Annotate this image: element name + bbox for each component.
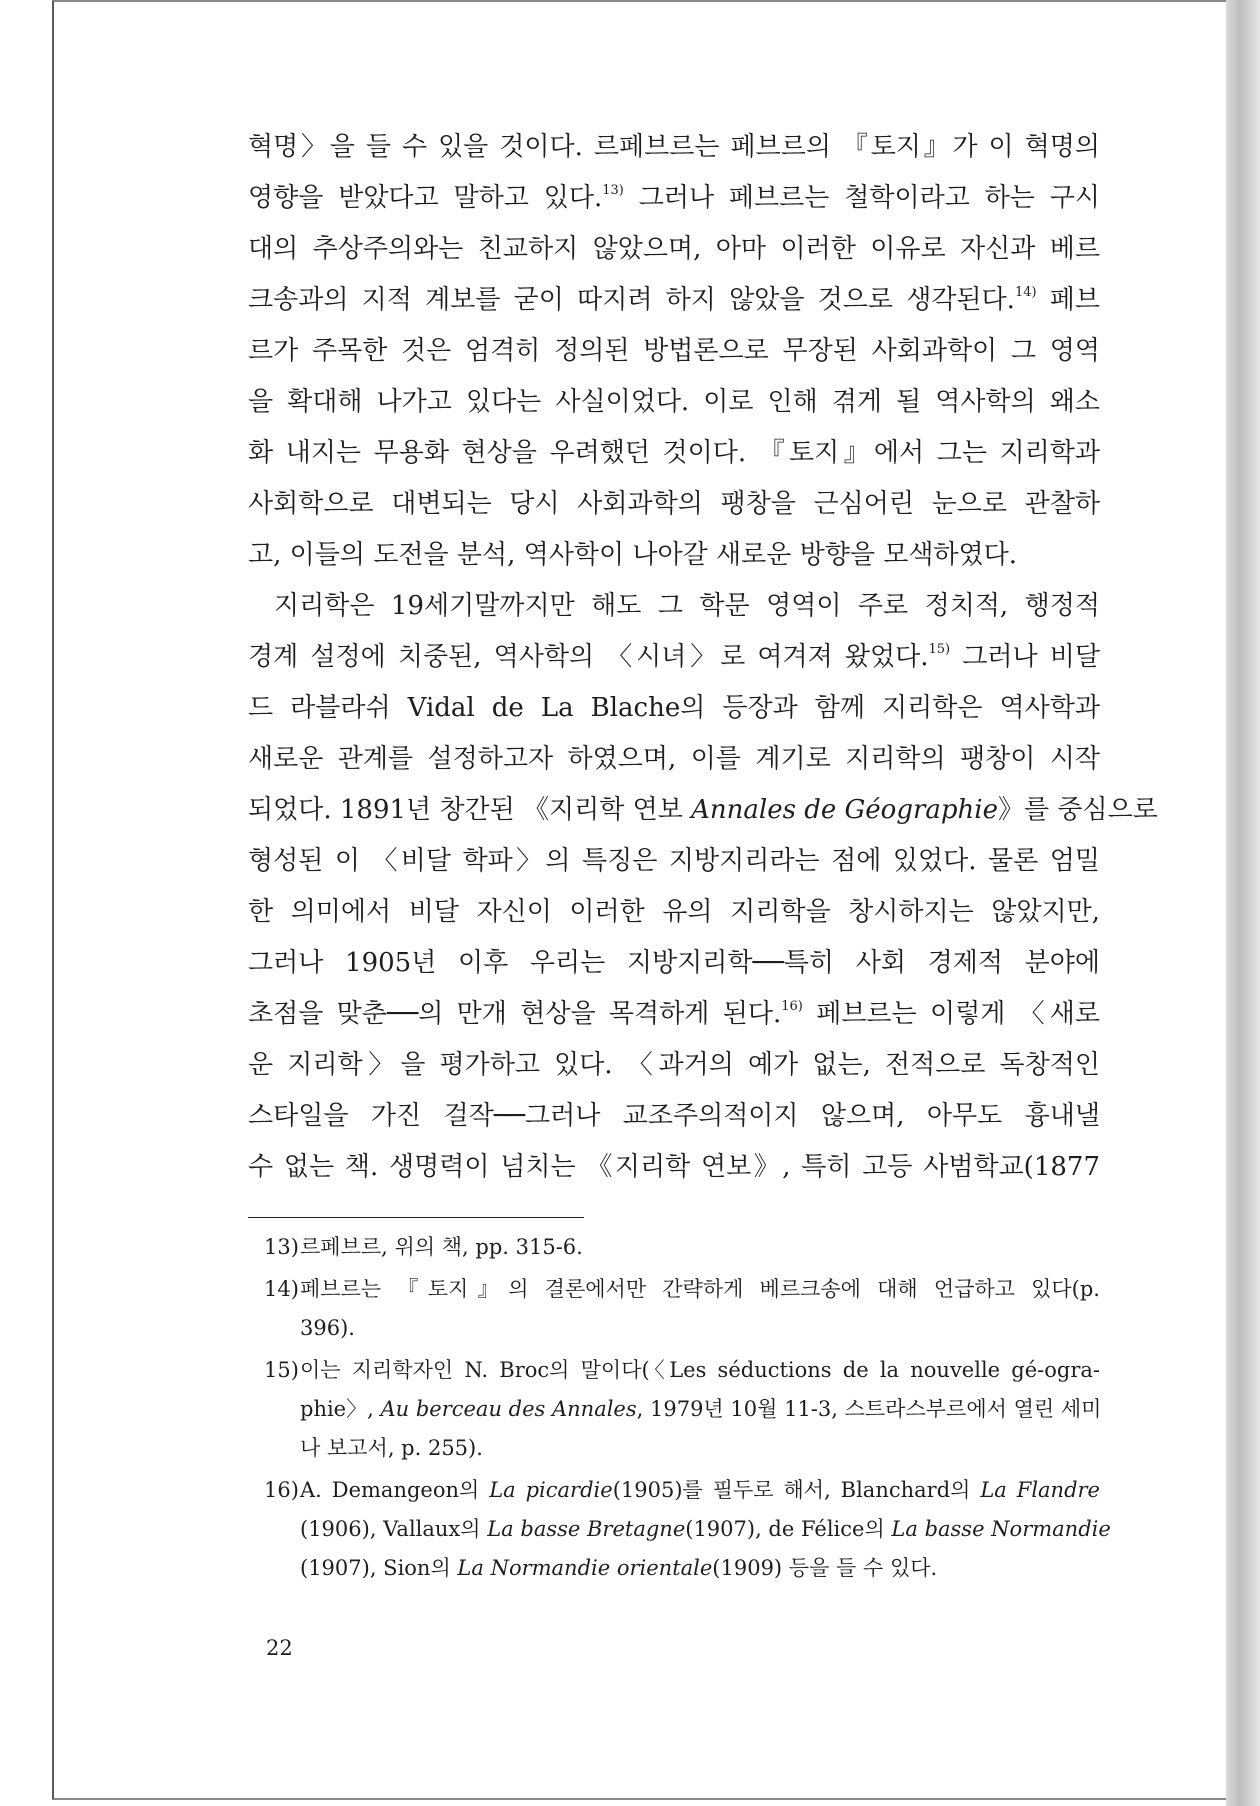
footnote-line: A. Demangeon의 La picardie(1905)를 필두로 해서, Blanchard의 La Flandre [300, 1478, 1100, 1502]
footnote-16 [264, 1471, 1111, 1588]
text-line: 새로운 관계를 설정하고자 하였으며, 이를 계기로 지리학의 팽창이 시작 [248, 744, 1100, 774]
text-line: 혁명〉을 들 수 있을 것이다. 르페브르는 페브르의 『토지』가 이 혁명의 [248, 132, 1100, 162]
footnote-number: 13) [264, 1235, 299, 1259]
footnote-number: 16) [264, 1478, 299, 1502]
footnote-ref-15[interactable]: 15) [928, 642, 951, 657]
footnote-line: (1906), Vallaux의 La basse Bretagne(1907), de Félice의 La basse Normandie [300, 1517, 1111, 1541]
footnote-line: 르페브르, 위의 책, pp. 315-6. [300, 1235, 583, 1259]
footnote-ref-14[interactable]: 14) [1014, 285, 1037, 300]
text-line: 크송과의 지적 계보를 굳이 따지려 하지 않았을 것으로 생각된다.$^{14)}$ 페브 [248, 285, 1101, 315]
footnote-line: 나 보고서, p. 255). [300, 1436, 483, 1460]
text-line: 르가 주목한 것은 엄격히 정의된 방법론으로 무장된 사회과학이 그 영역 [248, 336, 1100, 366]
text-line: 지리학은 19세기말까지만 해도 그 학문 영역이 주로 정치적, 행정적 [274, 591, 1100, 621]
footnote-15 [264, 1351, 1100, 1468]
footnote-ref-13[interactable]: 13) [602, 183, 624, 198]
footnotes [264, 1228, 1111, 1591]
body-text [248, 122, 1158, 1193]
text-line: 대의 추상주의와는 친교하지 않았으며, 아마 이러한 이유로 자신과 베르 [248, 234, 1100, 264]
text-line: 을 확대해 나가고 있다는 사실이었다. 이로 인해 겪게 될 역사학의 왜소 [248, 387, 1100, 417]
footnote-number: 15) [264, 1358, 299, 1382]
footnote-line: phie〉, Au berceau des Annales, 1979년 10월 11-3, 스트라스부르에서 열린 세미 [300, 1397, 1102, 1421]
text-line: 화 내지는 무용화 현상을 우려했던 것이다. 『토지』에서 그는 지리학과 [248, 438, 1100, 468]
text-line: 운 지리학〉을 평가하고 있다. 〈과거의 예가 없는, 전적으로 독창적인 [248, 1050, 1100, 1080]
page-number: 22 [266, 1636, 293, 1660]
text-line: 영향을 받았다고 말하고 있다.$^{13)}$ 그러나 페브르는 철학이라고 하는 구시 [248, 183, 1100, 213]
footnote-line: 396). [300, 1316, 355, 1340]
text-line: 되었다. 1891년 창간된 《지리학 연보 Annales de Géographie》를 중심으로 [248, 795, 1158, 825]
text-line: 사회학으로 대변되는 당시 사회과학의 팽창을 근심어린 눈으로 관찰하 [248, 489, 1100, 519]
footnote-number: 14) [264, 1277, 299, 1301]
text-line: 수 없는 책. 생명력이 넘치는 《지리학 연보》, 특히 고등 사범학교(1877 [248, 1152, 1100, 1182]
text-line: 고, 이들의 도전을 분석, 역사학이 나아갈 새로운 방향을 모색하였다. [248, 540, 1018, 570]
text-line: 한 의미에서 비달 자신이 이러한 유의 지리학을 창시하지는 않았지만, [248, 897, 1100, 927]
footnote-divider [248, 1217, 584, 1218]
footnote-line: 페브르는 『토지』의 결론에서만 간략하게 베르크송에 대해 언급하고 있다(p. [300, 1277, 1100, 1301]
footnote-line: (1907), Sion의 La Normandie orientale(1909) 등을 들 수 있다. [300, 1556, 938, 1580]
text-line: 형성된 이 〈비달 학파〉의 특징은 지방지리라는 점에 있었다. 물론 엄밀 [248, 846, 1100, 876]
footnote-line: 이는 지리학자인 N. Broc의 말이다(〈Les séductions de la nouvelle gé-ogra- [300, 1358, 1100, 1382]
footnote-ref-16[interactable]: 16) [781, 999, 803, 1014]
footnote-14 [264, 1270, 1100, 1348]
page-edge [1226, 0, 1260, 1806]
text-line: 초점을 맞춘──의 만개 현상을 목격하게 된다.$^{16)}$ 페브르는 이렇게 〈새로 [248, 999, 1100, 1029]
text-line: 경계 설정에 치중된, 역사학의 〈시녀〉로 여겨져 왔었다.$^{15)}$ 그러나 비달 [248, 642, 1100, 672]
text-line: 스타일을 가진 걸작──그러나 교조주의적이지 않으며, 아무도 흉내낼 [248, 1101, 1100, 1131]
footnote-13 [264, 1228, 1100, 1267]
text-line: 그러나 1905년 이후 우리는 지방지리학──특히 사회 경제적 분야에 [248, 948, 1100, 978]
text-line: 드 라블라쉬 Vidal de La Blache의 등장과 함께 지리학은 역사학과 [248, 693, 1100, 723]
